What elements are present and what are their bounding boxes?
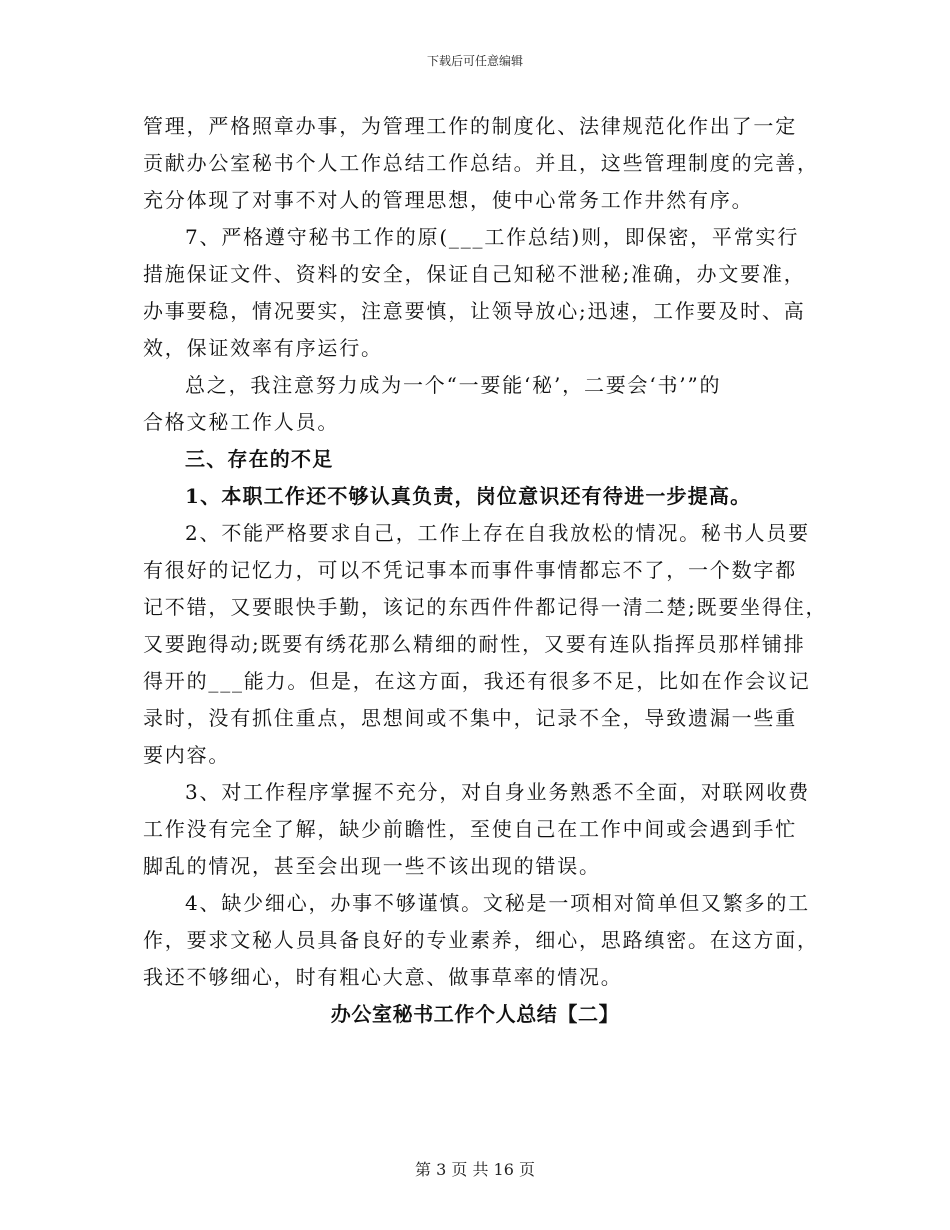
paragraph-line: 充分体现了对事不对人的管理思想，使中心常务工作井然有序。 (143, 188, 754, 212)
paragraph-line: 效，保证效率有序运行。 (143, 336, 383, 360)
paragraph-line: 贡献办公室秘书个人工作总结工作总结。并且，这些管理制度的完善， (143, 151, 819, 175)
paragraph-line: 有很好的记忆力，可以不凭记事本而事件事情都忘不了，一个数字都 (143, 558, 797, 582)
paragraph-line: 工作没有完全了解，缺少前瞻性，至使自己在工作中间或会遇到手忙 (143, 817, 797, 841)
page-header: 下载后可任意编辑 (426, 54, 523, 68)
paragraph-line: 记不错，又要眼快手勤，该记的东西件件都记得一清二楚;既要坐得住， (143, 595, 828, 619)
paragraph-line: 得开的___能力。但是，在这方面，我还有很多不足，比如在作会议记 (143, 669, 811, 693)
paragraph-line: 又要跑得动;既要有绣花那么精细的耐性，又要有连队指挥员那样铺排 (143, 632, 806, 656)
paragraph-line: 作，要求文秘人员具备良好的专业素养，细心，思路缜密。在这方面， (143, 928, 819, 952)
paragraph-line: 我还不够细心，时有粗心大意、做事草率的情况。 (143, 965, 623, 989)
paragraph-line: 总之，我注意努力成为一个“一要能‘秘’，二要会‘书’”的 (185, 373, 722, 397)
section-title: 办公室秘书工作个人总结【二】 (330, 1002, 620, 1026)
paragraph-line: 管理，严格照章办事，为管理工作的制度化、法律规范化作出了一定 (143, 114, 797, 138)
paragraph-line: 脚乱的情况，甚至会出现一些不该出现的错误。 (143, 854, 601, 878)
paragraph-line: 2、不能严格要求自己，工作上存在自我放松的情况。秘书人员要 (185, 521, 810, 545)
section-heading: 三、存在的不足 (185, 447, 334, 471)
document-body (143, 108, 828, 1033)
paragraph-line: 要内容。 (143, 743, 231, 767)
paragraph-line: 4、缺少细心，办事不够谨慎。文秘是一项相对简单但又繁多的工 (185, 891, 810, 915)
paragraph-line: 3、对工作程序掌握不充分，对自身业务熟悉不全面，对联网收费 (185, 780, 810, 804)
paragraph-line: 录时，没有抓住重点，思想间或不集中，记录不全，导致遗漏一些重 (143, 706, 797, 730)
paragraph-line: 合格文秘工作人员。 (143, 410, 340, 434)
paragraph-line: 7、严格遵守秘书工作的原(___工作总结)则，即保密，平常实行 (185, 225, 800, 249)
paragraph-line: 措施保证文件、资料的安全，保证自己知秘不泄秘;准确，办文要准， (143, 262, 806, 286)
paragraph-line: 办事要稳，情况要实，注意要慎，让领导放心;迅速，工作要及时、高 (143, 299, 806, 323)
bold-paragraph-line: 1、本职工作还不够认真负责，岗位意识还有待进一步提高。 (185, 484, 752, 508)
page-footer: 第 3 页 共 16 页 (415, 1160, 535, 1179)
